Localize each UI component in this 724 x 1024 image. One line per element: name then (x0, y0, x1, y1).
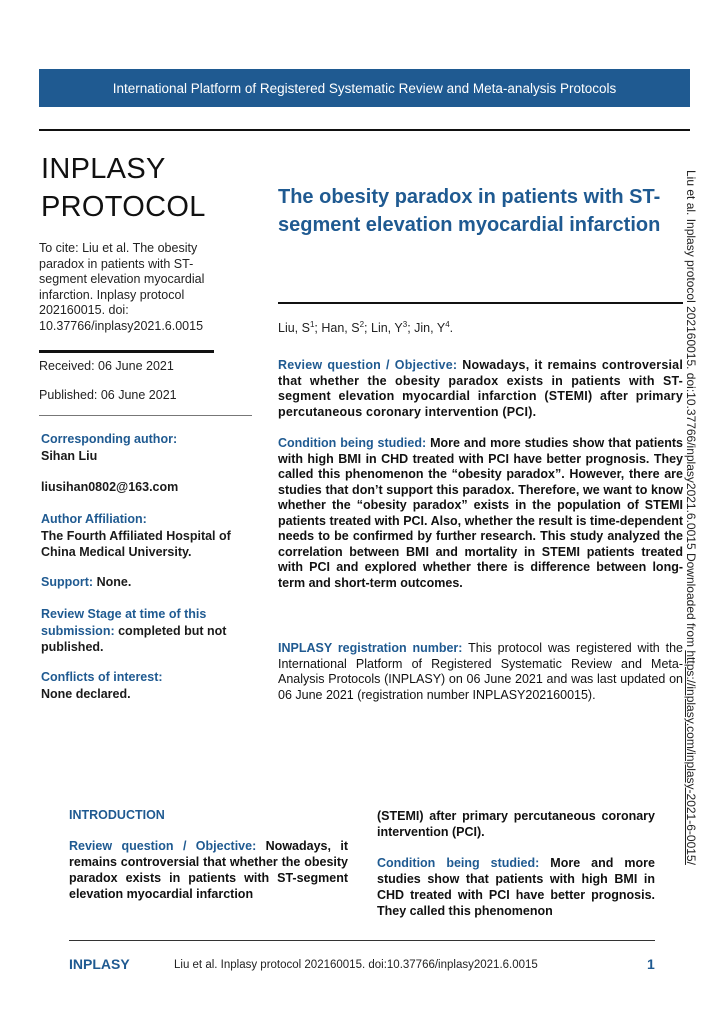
affiliation-label: Author Affiliation: (41, 512, 147, 526)
review-stage (41, 606, 251, 656)
conflicts-of-interest (41, 669, 251, 702)
footer-rule (69, 940, 655, 941)
protocol-heading-line1: INPLASY (41, 153, 166, 185)
registration-info (278, 641, 683, 703)
published-date: Published: 06 June 2021 (39, 388, 177, 402)
intro-condition-text: More and more studies show that patients with high BMI in CHD treated with PCI have better prognosis. They called this phenomenon (377, 856, 655, 918)
banner-text: International Platform of Registered Systematic Review and Meta-analysis Protocols (112, 80, 617, 96)
corresponding-name: Sihan Liu (41, 448, 98, 463)
download-note-text: Liu et al. Inplasy protocol 202160015. doi:10.37766/inplasy2021.6.0015 Downloaded from (684, 170, 698, 651)
author-separator: ; (407, 321, 415, 336)
author-name: Jin, Y (414, 321, 446, 336)
author-affiliation-mark: 2 (359, 320, 365, 329)
condition-text: More and more studies show that patients with high BMI in CHD treated with PCI have better prognosis. They called this phenomenon the “obesity paradox”. However, there are studies that don’t support this paradox. Therefore, we want to know whether the “obesity paradox” exists in the population of STEMI patients treated with PCI. Also, whether the result is time-dependent needs to be confirmed by further research. This study analyzed the correlation between BMI and mortality in STEMI patients treated with PCI and explored whether there is difference between long-term and short-term outcomes. (278, 436, 683, 590)
intro-review-label: Review question / Objective: (69, 839, 257, 853)
intro-review-continued: (STEMI) after primary percutaneous coronary intervention (PCI). (377, 809, 655, 839)
intro-review-text: Nowadays, it remains controversial that whether the obesity paradox exists in patients with ST-segment elevation myocardial infarction (69, 839, 348, 901)
corresponding-author (41, 431, 251, 464)
abstract-condition (278, 436, 683, 591)
author-email[interactable]: liusihan0802@163.com (41, 480, 179, 494)
download-link[interactable]: https://inplasy.com/inplasy-2021-6-0015/ (684, 650, 698, 865)
conflicts-label: Conflicts of interest: (41, 670, 163, 684)
support-label: Support: (41, 575, 94, 589)
author-separator: ; (314, 321, 322, 336)
conflicts-value: None declared. (41, 686, 131, 701)
corresponding-label: Corresponding author: (41, 432, 178, 446)
review-question-label: Review question / Objective: (278, 358, 458, 372)
intro-review-question (69, 838, 348, 902)
article-title: The obesity paradox in patients with ST-segment elevation myocardial infarction (278, 186, 661, 236)
support-info (41, 574, 251, 591)
author-affiliation-mark: 4 (445, 320, 450, 329)
citation-rule (39, 350, 214, 353)
footer-brand: INPLASY (69, 956, 130, 972)
journal-banner (39, 69, 690, 107)
received-date: Received: 06 June 2021 (39, 359, 174, 373)
title-rule (278, 302, 683, 304)
intro-condition-label: Condition being studied: (377, 856, 540, 870)
intro-condition (377, 855, 655, 919)
author-affiliation (41, 511, 251, 561)
protocol-heading (41, 150, 251, 226)
registration-label: INPLASY registration number: (278, 641, 463, 655)
review-question-text: Nowadays, it remains controversial that whether the obesity paradox exists in patients with ST-segment elevation myocardial infarction (STEMI) after primary percutaneous coronary intervention (PCI). (278, 358, 683, 419)
citation-block: To cite: Liu et al. The obesity paradox in patients with ST-segment elevation myocardial infarction. Inplasy protocol 202160015. doi: 10.37766/inplasy2021.6.0015 (39, 241, 205, 333)
support-value: None. (96, 575, 132, 589)
footer-citation: Liu et al. Inplasy protocol 202160015. doi:10.37766/inplasy2021.6.0015 (174, 959, 538, 971)
author-name: Lin, Y (371, 321, 403, 336)
condition-label: Condition being studied: (278, 436, 427, 450)
page-number: 1 (647, 956, 655, 972)
author-affiliation-mark: 1 (309, 320, 315, 329)
protocol-heading-line2: PROTOCOL (41, 191, 206, 223)
author-separator: . (449, 321, 454, 336)
abstract-review-question (278, 358, 683, 420)
registration-text: This protocol was registered with the International Platform of Registered Systematic Review and Meta-Analysis Protocols (INPLASY) on 06 June 2021 and was last updated on 06 June 2021 (registration number INPLASY202160015). (278, 641, 683, 702)
dates-rule (39, 415, 252, 416)
header-rule (39, 129, 690, 131)
author-name: Han, S (321, 321, 360, 336)
review-stage-value: completed but not published. (41, 623, 227, 654)
introduction-heading: INTRODUCTION (69, 808, 165, 822)
author-list (278, 320, 453, 335)
author-name: Liu, S (278, 321, 310, 336)
author-separator: ; (364, 321, 371, 336)
review-stage-label: Review Stage at time of this submission: (41, 607, 207, 638)
affiliation-value: The Fourth Affiliated Hospital of China Medical University. (41, 528, 231, 559)
download-note (684, 170, 698, 890)
author-affiliation-mark: 3 (402, 320, 408, 329)
